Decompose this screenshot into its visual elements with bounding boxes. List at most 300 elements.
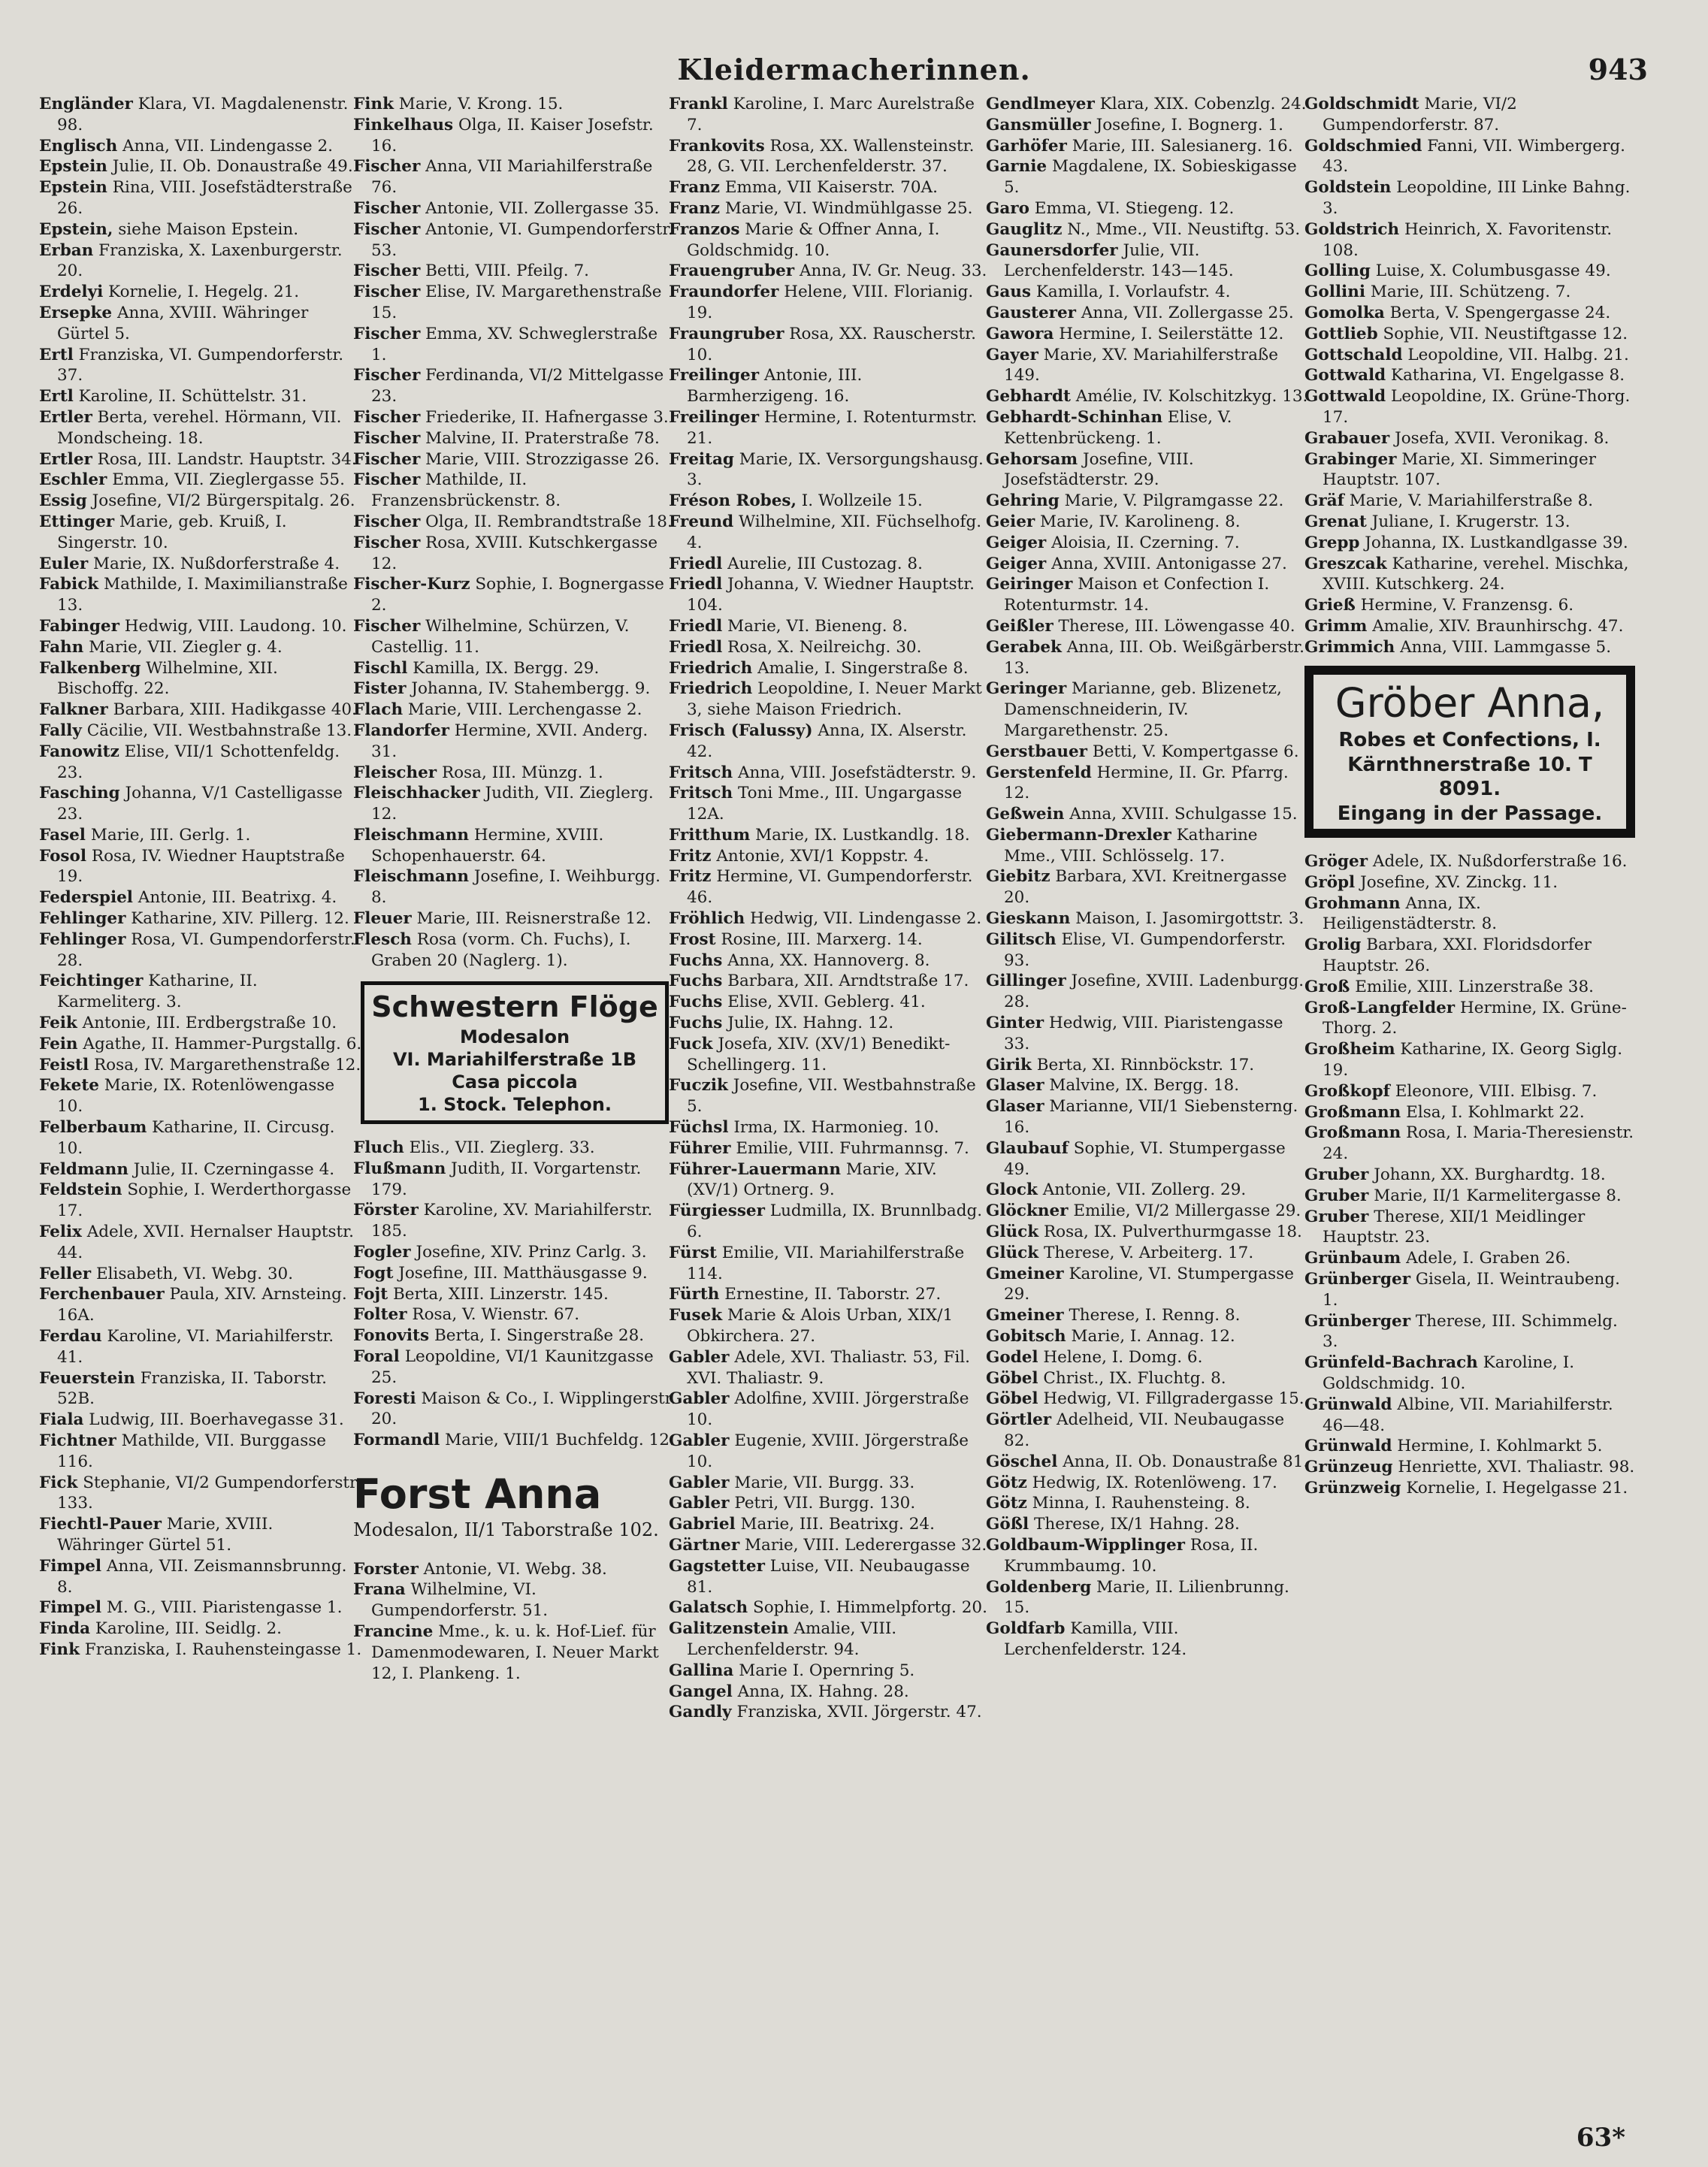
entry-surname: Gansmüller xyxy=(986,115,1091,134)
entry-surname: Fiala xyxy=(39,1410,84,1430)
entry-surname: Ferdau xyxy=(39,1327,102,1346)
directory-entry xyxy=(986,1096,1309,1138)
entry-details: Hermine, IX. Grüne-Thorg. 2. xyxy=(1323,998,1627,1038)
entry-details: Leopoldine, VI/1 Kaunitzgasse 25. xyxy=(371,1346,654,1387)
entry-details: Magdalene, IX. Sobieskigasse 5. xyxy=(1004,157,1297,198)
directory-entry xyxy=(1304,491,1635,512)
ad-line: Modesalon, II/1 Taborstraße 102. xyxy=(353,1519,659,1540)
directory-entry xyxy=(1304,851,1635,872)
directory-entry xyxy=(669,1389,992,1431)
directory-entry xyxy=(1304,136,1635,178)
entry-details: Luise, VII. Neubaugasse 81. xyxy=(687,1556,970,1597)
entry-surname: Fabick xyxy=(39,575,99,594)
entry-surname: Görtler xyxy=(986,1410,1052,1430)
entry-surname: Frankovits xyxy=(669,136,765,156)
entry-surname: Epstein xyxy=(39,157,107,177)
entry-surname: Freilinger xyxy=(669,366,760,385)
directory-entry xyxy=(353,763,676,784)
entry-details: I. Wollzeile 15. xyxy=(796,491,923,511)
entry-surname: Gawora xyxy=(986,324,1054,343)
entry-details: Marianne, geb. Blizenetz, Damenschneiderin, IV. Margarethenstr. 25. xyxy=(1004,679,1282,740)
entry-surname: Grünzweig xyxy=(1304,1478,1401,1498)
entry-details: Antonie, VII. Zollerg. 29. xyxy=(1037,1180,1247,1200)
entry-details: Rosa, III. Landstr. Hauptstr. 34. xyxy=(92,449,357,469)
entry-details: Toni Mme., III. Ungargasse 12A. xyxy=(687,784,963,824)
directory-entry xyxy=(39,177,362,219)
directory-entry xyxy=(669,658,992,679)
entry-details: Elise, IV. Margarethenstraße 15. xyxy=(371,283,662,322)
directory-entry xyxy=(986,1013,1309,1055)
entry-surname: Finkelhaus xyxy=(353,115,454,134)
directory-entry xyxy=(39,908,362,929)
directory-entry xyxy=(669,282,992,324)
entry-details: Marie I. Opernring 5. xyxy=(733,1661,915,1680)
entry-surname: Foresti xyxy=(353,1389,416,1408)
entry-surname: Grohmann xyxy=(1304,893,1401,913)
directory-entry xyxy=(986,1514,1309,1535)
entry-surname: Fuck xyxy=(669,1034,713,1053)
directory-entry xyxy=(986,742,1309,763)
column-3 xyxy=(669,94,992,1723)
entry-surname: Fischl xyxy=(353,658,408,678)
entry-details: Henriette, XVI. Thaliastr. 98. xyxy=(1392,1458,1635,1477)
entry-details: Rosa, II. Krummbaumg. 10. xyxy=(1004,1535,1259,1576)
entry-surname: Gandly xyxy=(669,1703,732,1722)
entry-surname: Greszcak xyxy=(1304,554,1387,573)
signature-mark: 63* xyxy=(1576,2123,1625,2153)
entry-details: Josefine, XVIII. Ladenburgg. 28. xyxy=(1004,972,1304,1012)
directory-entry xyxy=(39,1368,362,1410)
directory-entry xyxy=(986,1389,1309,1410)
entry-details: Eleonore, VIII. Elbisg. 7. xyxy=(1389,1081,1598,1101)
entry-details: Marie, VI. Bieneng. 8. xyxy=(722,616,908,636)
directory-entry xyxy=(353,1346,676,1389)
entry-surname: Glöckner xyxy=(986,1201,1069,1221)
entry-surname: Fick xyxy=(39,1473,78,1492)
entry-details: Leopoldine, IX. Grüne-Thorg. 17. xyxy=(1323,387,1631,427)
entry-details: Therese, XII/1 Meidlinger Hauptstr. 23. xyxy=(1323,1207,1586,1247)
entry-surname: Fritthum xyxy=(669,825,751,845)
ad-inner xyxy=(1313,675,1626,830)
directory-entry xyxy=(669,554,992,575)
entry-surname: Euler xyxy=(39,554,89,573)
directory-entry xyxy=(986,763,1309,805)
entry-surname: Ertler xyxy=(39,449,92,469)
directory-entry xyxy=(353,1284,676,1305)
directory-entry xyxy=(669,1514,992,1535)
entry-details: Rosa, IX. Pulverthurmgasse 18. xyxy=(1038,1223,1302,1242)
entry-surname: Gabler xyxy=(669,1347,730,1367)
entry-details: Mme., k. u. k. Hof-Lief. für Damenmodewaren, I. Neuer Markt 12, I. Plankeng. 1. xyxy=(371,1621,659,1683)
entry-details: Marie, VIII. Lederergasse 32. xyxy=(739,1535,987,1555)
directory-entry xyxy=(39,1556,362,1598)
entry-surname: Fister xyxy=(353,679,407,699)
entry-surname: Gabler xyxy=(669,1473,730,1492)
directory-entry xyxy=(986,1180,1309,1201)
entry-surname: Gerstenfeld xyxy=(986,763,1092,782)
directory-entry xyxy=(39,219,362,240)
directory-entry xyxy=(1304,893,1635,935)
entry-surname: Fürgiesser xyxy=(669,1201,765,1221)
entry-details: M. G., VIII. Piaristengasse 1. xyxy=(101,1598,343,1618)
directory-entry xyxy=(986,616,1309,637)
entry-details: Kamilla, VIII. Lerchenfelderstr. 124. xyxy=(1004,1619,1187,1659)
entry-details: Hermine, VI. Gumpendorferstr. 46. xyxy=(687,867,973,908)
entry-surname: Frana xyxy=(353,1580,406,1600)
entry-surname: Gaunersdorfer xyxy=(986,240,1118,260)
entry-surname: Frisch (Falussy) xyxy=(669,721,813,740)
entry-surname: Gollini xyxy=(1304,283,1366,302)
entry-details: Marie, II. Lilienbrunng. 15. xyxy=(1004,1577,1289,1618)
entry-surname: Glaser xyxy=(986,1097,1044,1117)
directory-entry xyxy=(353,1200,676,1242)
entry-details: Marie, VIII/1 Buchfeldg. 12. xyxy=(440,1431,675,1450)
entry-surname: Fischer xyxy=(353,470,421,490)
entry-details: Marie, VII. Ziegler g. 4. xyxy=(83,637,283,657)
directory-entry xyxy=(353,721,676,763)
entry-surname: Fuchs xyxy=(669,951,723,970)
entry-details: Marie, III. Beatrixg. 24. xyxy=(735,1515,935,1534)
ad-line: Casa piccola xyxy=(452,1071,578,1093)
directory-entry xyxy=(986,115,1309,136)
entry-details: Kamilla, IX. Bergg. 29. xyxy=(407,658,600,678)
directory-entry xyxy=(986,1075,1309,1096)
entry-surname: Gehorsam xyxy=(986,449,1078,469)
directory-entry xyxy=(669,616,992,637)
directory-entry xyxy=(669,1305,992,1347)
directory-entry xyxy=(39,1618,362,1640)
directory-entry xyxy=(986,512,1309,533)
entry-surname: Englisch xyxy=(39,136,118,156)
entry-details: Johanna, V. Wiedner Hauptstr. 104. xyxy=(687,575,975,615)
directory-entry xyxy=(39,386,362,407)
entry-details: Franziska, VI. Gumpendorferstr. 37. xyxy=(57,345,344,385)
entry-surname: Fischer-Kurz xyxy=(353,575,470,594)
directory-entry xyxy=(986,219,1309,240)
directory-entry xyxy=(669,951,992,972)
entry-details: Franziska, X. Laxenburgerstr. 20. xyxy=(57,240,343,281)
entry-details: Karoline, XV. Mariahilferstr. 185. xyxy=(371,1201,653,1241)
directory-entry xyxy=(353,282,676,324)
entry-surname: Gebhardt xyxy=(986,387,1071,407)
directory-entry xyxy=(669,1243,992,1285)
entry-details: Franziska, II. Taborstr. 52B. xyxy=(57,1368,327,1409)
entry-surname: Grabinger xyxy=(1304,449,1397,469)
entry-details: Katharine, II. Circusg. 10. xyxy=(57,1118,335,1158)
entry-surname: Grieß xyxy=(1304,596,1356,615)
entry-details: Hedwig, VIII. Piaristengasse 33. xyxy=(1004,1014,1283,1053)
entry-details: Marie, V. Krong. 15. xyxy=(393,95,564,113)
directory-entry xyxy=(353,1263,676,1284)
entry-surname: Friedl xyxy=(669,616,723,636)
directory-entry xyxy=(986,804,1309,825)
directory-entry xyxy=(669,365,992,407)
entry-details: Emma, XV. Schweglerstraße 1. xyxy=(371,324,658,364)
entry-details: Antonie, III. Barmherzigeng. 16. xyxy=(687,366,863,407)
entry-surname: Fischer xyxy=(353,512,421,531)
entry-surname: Fasel xyxy=(39,825,86,845)
entry-details: Elise, VI. Gumpendorferstr. 93. xyxy=(1004,929,1286,970)
entry-details: Anna, VII. Zollergasse 25. xyxy=(1075,303,1294,322)
entry-surname: Geißler xyxy=(986,616,1054,636)
directory-entry xyxy=(1304,977,1635,998)
entry-surname: Flandorfer xyxy=(353,721,449,740)
entry-surname: Feldmann xyxy=(39,1159,128,1179)
entry-details: Elis., VII. Zieglerg. 33. xyxy=(404,1138,595,1157)
entry-details: Hermine, XVII. Anderg. 31. xyxy=(371,721,648,761)
directory-entry xyxy=(1304,282,1635,303)
entry-details: Marie, VI. Windmühlgasse 25. xyxy=(720,198,973,218)
entry-details: Malvine, II. Praterstraße 78. xyxy=(420,428,660,448)
entry-details: Rosa, IV. Margarethenstraße 12. xyxy=(89,1055,361,1074)
entry-surname: Fischer xyxy=(353,198,421,218)
directory-entry xyxy=(669,512,992,554)
directory-entry xyxy=(1304,365,1635,386)
entry-surname: Gausterer xyxy=(986,303,1076,322)
entry-surname: Götz xyxy=(986,1473,1027,1492)
directory-entry xyxy=(1304,345,1635,366)
entry-surname: Fasching xyxy=(39,784,120,803)
entry-surname: Geiger xyxy=(986,554,1047,573)
directory-entry xyxy=(39,1431,362,1473)
entry-surname: Goldenberg xyxy=(986,1577,1092,1597)
directory-entry xyxy=(986,1138,1309,1180)
entry-surname: Gottwald xyxy=(1304,366,1386,385)
entry-details: Minna, I. Rauhensteing. 8. xyxy=(1026,1494,1250,1513)
directory-entry xyxy=(986,1243,1309,1264)
entry-surname: Friedl xyxy=(669,554,723,573)
directory-entry xyxy=(1304,449,1635,491)
page-number: 943 xyxy=(1588,53,1648,86)
directory-entry xyxy=(986,1368,1309,1389)
directory-entry xyxy=(39,721,362,742)
entry-details: Karoline, VI. Mariahilferstr. 41. xyxy=(57,1327,334,1367)
entry-surname: Fehlinger xyxy=(39,929,126,949)
entry-surname: Grünberger xyxy=(1304,1311,1411,1331)
entry-surname: Gößl xyxy=(986,1515,1029,1534)
entry-surname: Fuchs xyxy=(669,972,723,991)
entry-surname: Göbel xyxy=(986,1368,1038,1388)
entry-details: Betti, VIII. Pfeilg. 7. xyxy=(420,261,589,281)
entry-surname: Gillinger xyxy=(986,972,1066,991)
directory-entry xyxy=(39,512,362,554)
entry-surname: Gabriel xyxy=(669,1515,736,1534)
entry-details: Antonie, III. Beatrixg. 4. xyxy=(132,888,337,908)
directory-entry xyxy=(353,616,676,658)
entry-details: Juliane, I. Krugerstr. 13. xyxy=(1366,512,1570,531)
directory-entry xyxy=(669,261,992,282)
entry-details: Anna, IX. Hahng. 28. xyxy=(732,1682,909,1701)
directory-entry xyxy=(669,1661,992,1682)
entry-surname: Ertl xyxy=(39,387,74,407)
entry-details: Julie, II. Ob. Donaustraße 49. xyxy=(107,157,353,177)
entry-details: Malvine, IX. Bergg. 18. xyxy=(1044,1076,1240,1096)
entry-surname: Ettinger xyxy=(39,512,115,531)
entry-details: Adele, XVI. Thaliastr. 53, Fil. XVI. Thaliastr. 9. xyxy=(687,1347,970,1388)
entry-surname: Grünbaum xyxy=(1304,1249,1401,1268)
directory-entry xyxy=(39,240,362,283)
entry-details: Judith, II. Vorgartenstr. 179. xyxy=(371,1159,642,1199)
entry-surname: Fuczik xyxy=(669,1076,728,1096)
directory-entry xyxy=(39,1514,362,1556)
entry-surname: Galitzenstein xyxy=(669,1619,789,1639)
directory-entry xyxy=(669,1159,992,1201)
entry-details: Josefine, VIII. Josefstädterstr. 29. xyxy=(1004,449,1194,490)
entry-details: Therese, IX/1 Hahng. 28. xyxy=(1029,1515,1240,1534)
entry-surname: Feller xyxy=(39,1264,92,1283)
directory-entry xyxy=(986,1222,1309,1243)
directory-entry xyxy=(669,1347,992,1389)
directory-entry xyxy=(353,908,676,929)
entry-surname: Fogt xyxy=(353,1263,394,1283)
entry-details: Hermine, II. Gr. Pfarrg. 12. xyxy=(1004,763,1289,803)
advertisement-groeber-anna xyxy=(1304,666,1635,839)
entry-details: Karoline, III. Seidlg. 2. xyxy=(90,1619,283,1639)
entry-surname: Friedrich xyxy=(669,658,753,678)
entry-details: Emma, VII Kaiserstr. 70A. xyxy=(720,178,938,198)
entry-surname: Friedl xyxy=(669,637,723,657)
entry-details: Marie, III. Schützeng. 7. xyxy=(1365,283,1571,302)
entry-surname: Gabler xyxy=(669,1431,730,1450)
directory-entry xyxy=(1304,1352,1635,1395)
entry-details: Fanni, VII. Wimbergerg. 43. xyxy=(1323,136,1625,177)
directory-entry xyxy=(353,1389,676,1431)
entry-details: Josefa, XIV. (XV/1) Benedikt-Schellingerg. 11. xyxy=(687,1034,951,1074)
directory-entry xyxy=(986,345,1309,387)
directory-entry xyxy=(1304,1248,1635,1269)
entry-details: Maison, I. Jasomirgottstr. 3. xyxy=(1070,909,1304,929)
entry-surname: Ertl xyxy=(39,345,74,364)
ad-line: Modesalon xyxy=(459,1026,570,1047)
directory-entry xyxy=(39,574,362,616)
entry-surname: Gaus xyxy=(986,283,1032,302)
directory-entry xyxy=(986,303,1309,324)
entry-surname: Fritsch xyxy=(669,763,733,782)
ad-line: 1. Stock. Telephon. xyxy=(418,1093,612,1115)
entry-details: Johanna, IX. Lustkandlgasse 39. xyxy=(1359,533,1628,552)
entry-surname: Geringer xyxy=(986,679,1067,699)
directory-entry xyxy=(1304,998,1635,1040)
directory-entry xyxy=(39,971,362,1013)
entry-details: Anna, IV. Gr. Neug. 33. xyxy=(794,261,987,281)
entry-details: Anna, VII. Lindengasse 2. xyxy=(117,136,333,156)
directory-entry xyxy=(353,1430,676,1451)
entry-details: Hedwig, VIII. Laudong. 10. xyxy=(119,616,347,636)
entry-surname: Fischer xyxy=(353,407,421,427)
directory-entry xyxy=(1304,595,1635,616)
directory-entry xyxy=(1304,1311,1635,1353)
entry-details: Marie, geb. Kruiß, I. Singerstr. 10. xyxy=(57,512,287,552)
entry-surname: Fabinger xyxy=(39,616,119,636)
directory-entry xyxy=(669,574,992,616)
entry-details: Therese, V. Arbeiterg. 17. xyxy=(1038,1243,1254,1262)
entry-surname: Freilinger xyxy=(669,407,760,427)
directory-entry xyxy=(39,554,362,575)
entry-surname: Förster xyxy=(353,1201,419,1220)
entry-details: Emilie, VIII. Fuhrmannsg. 7. xyxy=(730,1138,969,1158)
entry-details: Julie, VII. Lerchenfelderstr. 143—145. xyxy=(1004,240,1234,281)
entry-surname: Führer xyxy=(669,1138,731,1158)
entry-surname: Fleuer xyxy=(353,909,412,929)
entry-details: Albine, VII. Mariahilferstr. 46—48. xyxy=(1323,1395,1613,1435)
entry-surname: Fischer xyxy=(353,428,421,448)
entry-details: Anna, XVIII. Währinger Gürtel 5. xyxy=(57,303,309,343)
directory-entry xyxy=(669,1535,992,1556)
directory-entry xyxy=(986,929,1309,972)
entry-surname: Fischer xyxy=(353,449,421,469)
entry-surname: Friedl xyxy=(669,575,723,594)
directory-entry xyxy=(986,1473,1309,1494)
entry-surname: Fekete xyxy=(39,1076,99,1096)
entry-details: Sophie, I. Himmelpfortg. 20. xyxy=(748,1598,987,1618)
entry-details: Barbara, XIII. Hadikgasse 40. xyxy=(107,700,357,720)
entry-surname: Gabler xyxy=(669,1494,730,1513)
directory-entry xyxy=(669,177,992,198)
entry-surname: Freund xyxy=(669,512,734,531)
directory-entry xyxy=(353,825,676,867)
directory-entry xyxy=(986,1264,1309,1306)
entry-surname: Fritsch xyxy=(669,784,733,803)
directory-entry xyxy=(353,324,676,366)
directory-entry xyxy=(1304,219,1635,261)
directory-entry xyxy=(39,1597,362,1618)
entry-details: Hedwig, IX. Rotenlöweng. 17. xyxy=(1026,1473,1277,1492)
entry-details: Rosa, V. Wienstr. 67. xyxy=(407,1305,580,1325)
entry-details: Amalie, XIV. Braunhirschg. 47. xyxy=(1367,616,1624,636)
entry-details: Cäcilie, VII. Westbahnstraße 13. xyxy=(81,721,352,740)
entry-surname: Grimm xyxy=(1304,616,1368,636)
directory-entry xyxy=(986,637,1309,679)
entry-details: Kornelie, I. Hegelgasse 21. xyxy=(1401,1478,1628,1498)
entry-surname: Garnie xyxy=(986,157,1047,177)
directory-entry xyxy=(986,1493,1309,1514)
entry-details: Marie, I. Annag. 12. xyxy=(1066,1327,1235,1346)
directory-entry xyxy=(39,1013,362,1034)
entry-details: Mathilde, VII. Burggasse 116. xyxy=(57,1431,327,1471)
entry-surname: Feichtinger xyxy=(39,972,144,991)
entry-details: Hermine, XVIII. Schopenhauerstr. 64. xyxy=(371,825,604,866)
directory-entry xyxy=(986,449,1309,491)
directory-entry xyxy=(986,407,1309,449)
entry-details: Berta, verehel. Hörmann, VII. Mondscheing. 18. xyxy=(57,407,342,448)
entry-surname: Goldschmidt xyxy=(1304,95,1419,113)
directory-entry xyxy=(39,783,362,825)
entry-details: Friederike, II. Hafnergasse 3. xyxy=(420,407,669,427)
directory-entry xyxy=(39,742,362,784)
entry-details: Ludmilla, IX. Brunnlbadg. 6. xyxy=(687,1201,983,1242)
entry-surname: Fluch xyxy=(353,1138,404,1157)
directory-entry xyxy=(353,449,676,470)
entry-details: Anna, IX. Alserstr. 42. xyxy=(687,721,967,761)
directory-entry xyxy=(986,908,1309,929)
directory-entry xyxy=(39,491,362,512)
entry-surname: Felix xyxy=(39,1223,82,1242)
entry-surname: Goldschmied xyxy=(1304,136,1422,156)
directory-entry xyxy=(1304,428,1635,449)
entry-details: Katharine, IX. Georg Siglg. 19. xyxy=(1323,1040,1623,1080)
directory-entry xyxy=(986,156,1309,198)
entry-details: Rina, VIII. Josefstädterstraße 26. xyxy=(57,178,352,218)
directory-entry xyxy=(1304,1081,1635,1102)
entry-details: Berta, XI. Rinnböckstr. 17. xyxy=(1031,1055,1255,1074)
entry-surname: Fürst xyxy=(669,1243,717,1262)
entry-details: Therese, III. Löwengasse 40. xyxy=(1053,616,1295,636)
entry-details: Amalie, I. Singerstraße 8. xyxy=(752,658,969,678)
directory-entry xyxy=(1304,616,1635,637)
entry-surname: Fimpel xyxy=(39,1556,102,1576)
entry-details: Berta, V. Spengergasse 24. xyxy=(1384,303,1611,322)
entry-details: Marie, V. Mariahilferstraße 8. xyxy=(1344,491,1594,511)
